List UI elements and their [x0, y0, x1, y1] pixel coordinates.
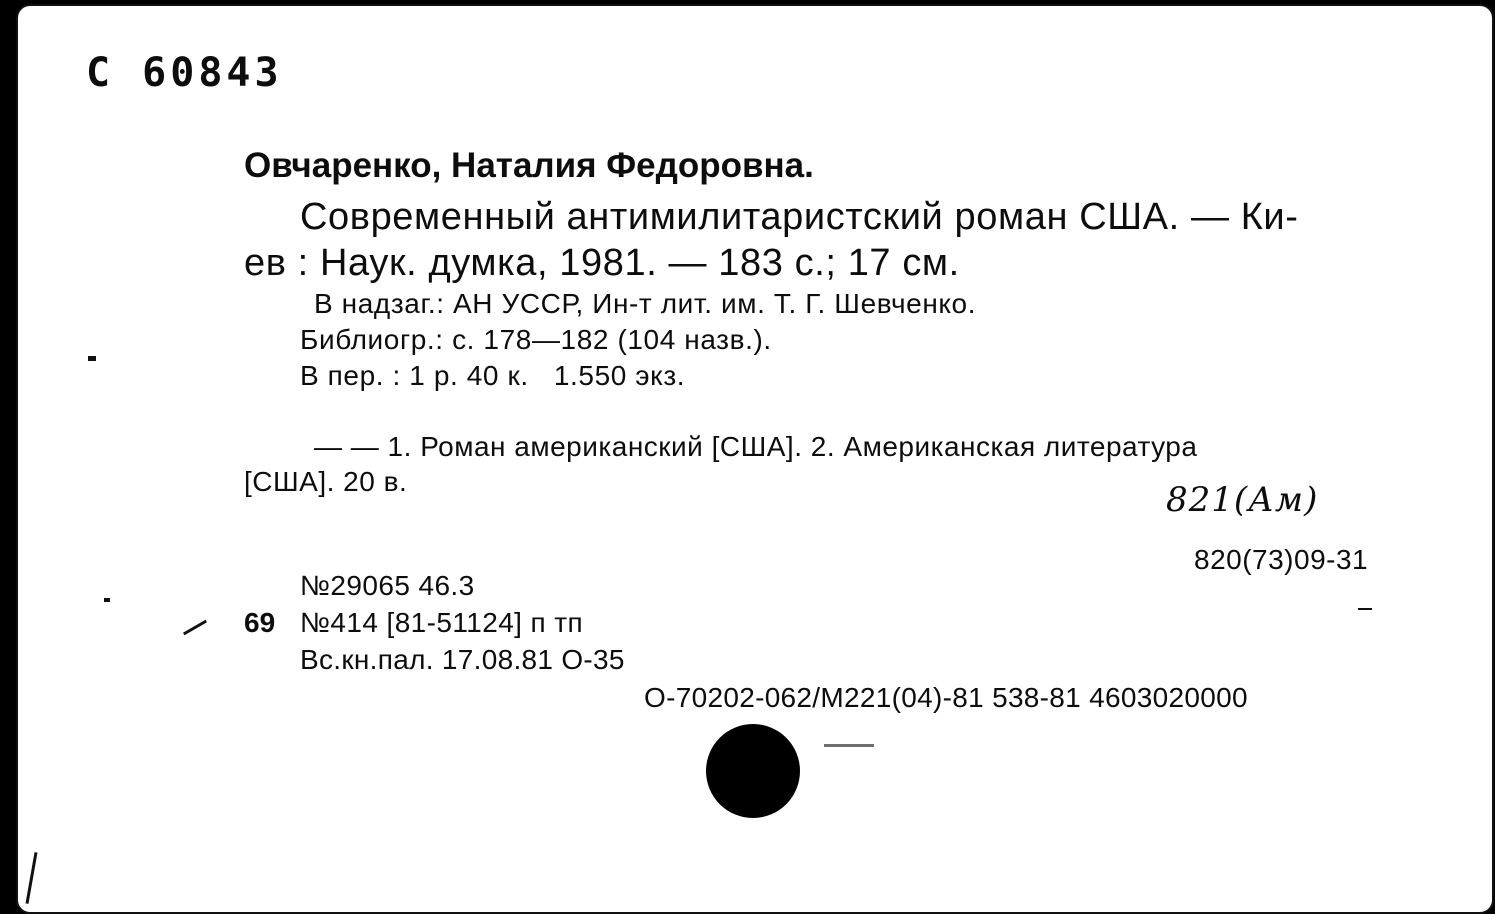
speck-mark: [104, 598, 110, 602]
udc-code: 820(73)09-31: [1194, 544, 1369, 575]
title-line-1: Современный антимилитаристский роман США. — Ки-: [300, 196, 1299, 238]
pen-stroke-mark: [26, 852, 38, 904]
scribble-mark: [824, 744, 874, 747]
order-number: №414 [81-51124] п тп: [300, 607, 584, 638]
speck-mark: [88, 356, 96, 361]
subjects-line-2: [США]. 20 в.: [244, 466, 408, 497]
note-bibliography: Библиогр.: с. 178—182 (104 назв.).: [300, 324, 772, 355]
dash-mark: [1358, 608, 1372, 610]
note-header: В надзаг.: АН УССР, Ин-т лит. им. Т. Г. Шевченко.: [314, 288, 977, 319]
call-number: С 60843: [86, 50, 283, 96]
handwritten-classification: 821(Ам): [1166, 480, 1319, 520]
publication-codes: О-70202-062/М221(04)-81 538-81 4603020000: [644, 682, 1248, 713]
author-heading: Овчаренко, Наталия Федоровна.: [244, 146, 814, 185]
number-69: 69: [244, 607, 276, 638]
pen-stroke-mark: [183, 620, 207, 636]
catalog-card: [16, 4, 1494, 914]
book-chamber-line: Вс.кн.пал. 17.08.81 О-35: [300, 644, 625, 675]
punch-hole: [706, 724, 800, 818]
accession-number: №29065 46.3: [300, 570, 475, 601]
subjects-line-1: — — 1. Роман американский [США]. 2. Американская литература: [314, 431, 1198, 462]
title-line-2: ев : Наук. думка, 1981. — 183 с.; 17 см.: [244, 242, 960, 284]
note-price: В пер. : 1 р. 40 к. 1.550 экз.: [300, 360, 686, 391]
